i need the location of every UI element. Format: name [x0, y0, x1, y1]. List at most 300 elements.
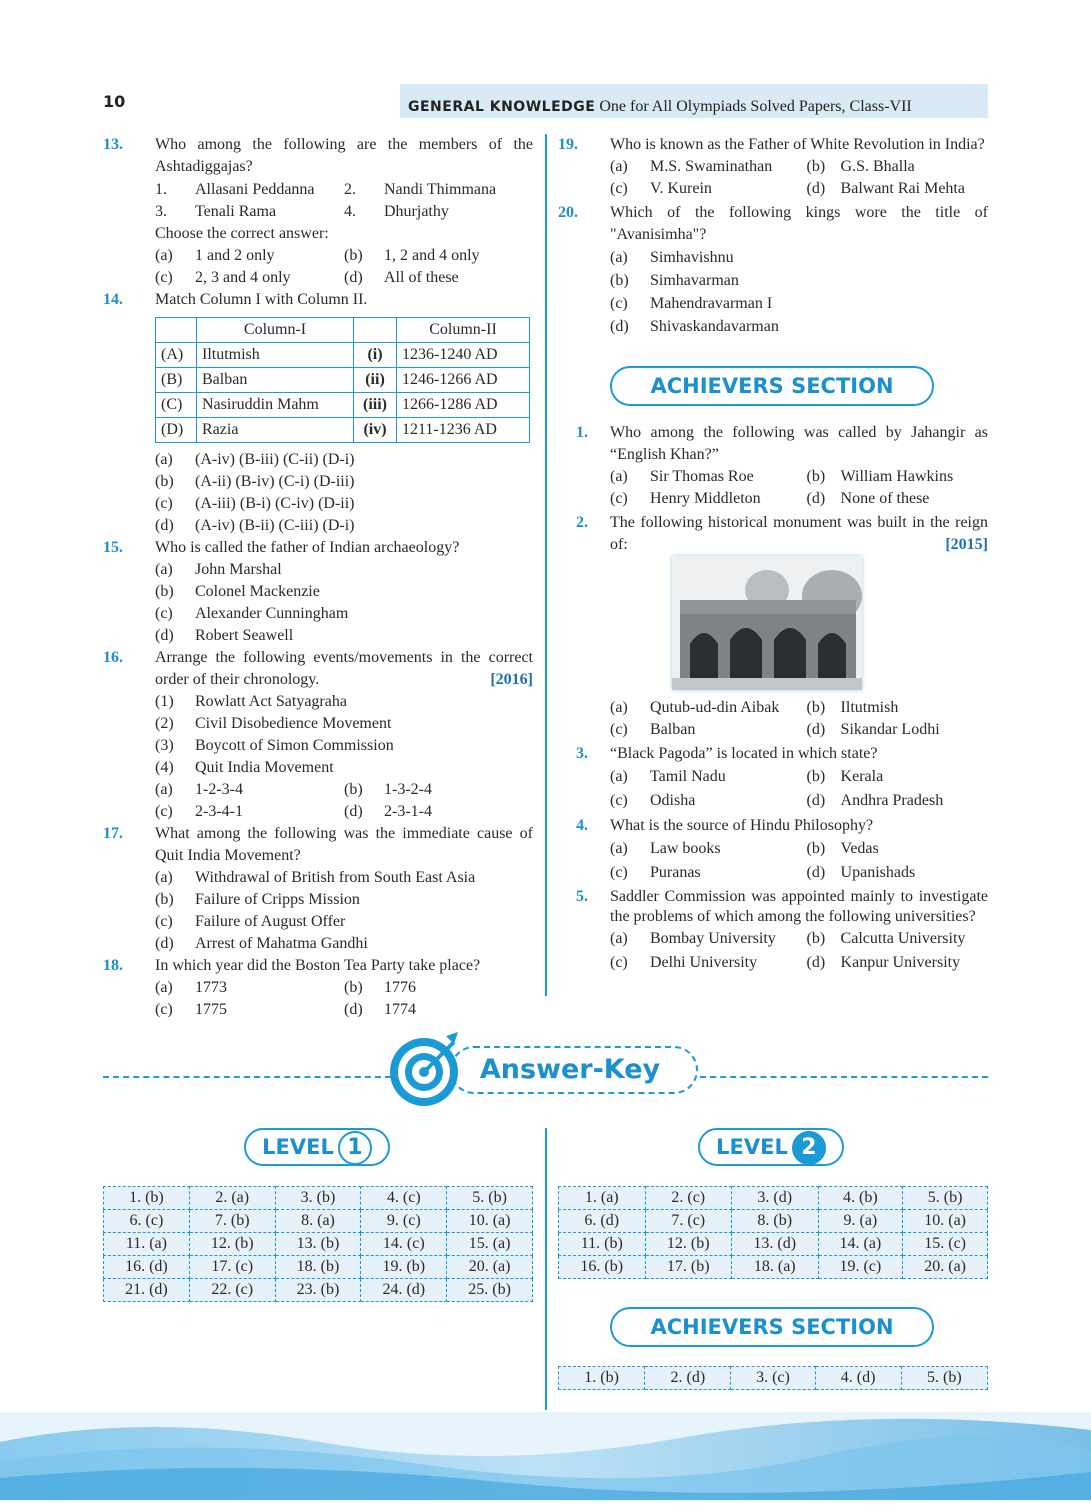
- answer-key-rule-left: [103, 1076, 391, 1078]
- question-text: What among the following was the immediate cause of Quit India Movement?: [155, 825, 533, 864]
- option-text: Henry Middleton: [650, 490, 761, 507]
- option-label: (d): [344, 803, 363, 820]
- option-row: [558, 246, 988, 269]
- option-row: [558, 697, 988, 719]
- question-19: [558, 134, 988, 156]
- question-number: 3.: [576, 745, 588, 762]
- answer-cell: 1. (b): [559, 1367, 645, 1390]
- option-label: (c): [155, 495, 173, 512]
- table-cell: Iltutmish: [197, 343, 354, 368]
- answer-cell: 9. (c): [361, 1210, 447, 1233]
- instruction-text: Choose the correct answer:: [155, 225, 329, 242]
- answer-cell: 18. (a): [732, 1256, 819, 1279]
- answer-cell: 12. (b): [189, 1233, 275, 1256]
- answer-cell: 20. (a): [447, 1256, 533, 1279]
- option-text: John Marshal: [195, 561, 282, 578]
- option-label: (c): [610, 954, 628, 971]
- option-text: G.S. Bhalla: [840, 158, 915, 175]
- year-tag: [2016]: [490, 671, 533, 688]
- answer-cell: 25. (b): [447, 1279, 533, 1302]
- option-label: (b): [344, 979, 363, 996]
- table-row: [104, 1279, 533, 1302]
- option-text: M.S. Swaminathan: [650, 158, 773, 175]
- achievers-section-title: ACHIEVERS SECTION: [610, 366, 934, 406]
- option-text: Simhavarman: [650, 272, 739, 289]
- answer-cell: 14. (c): [361, 1233, 447, 1256]
- option-label: (a): [610, 249, 628, 266]
- option-row: [558, 292, 988, 315]
- table-cell: (B): [156, 368, 197, 393]
- option-text: Iltutmish: [840, 699, 899, 716]
- option-text: Alexander Cunningham: [195, 605, 349, 622]
- statement-text: Rowlatt Act Satyagraha: [195, 693, 347, 710]
- statement-text: Boycott of Simon Commission: [195, 737, 394, 754]
- option-text: 1-3-2-4: [384, 781, 432, 798]
- question-text-body: Arrange the following events/movements in the correct order of their chronology.: [155, 649, 533, 688]
- question-20: [558, 202, 988, 246]
- answer-cell: 8. (a): [275, 1210, 361, 1233]
- option-text: Kanpur University: [840, 954, 961, 971]
- achievers-question-2: [558, 512, 988, 556]
- option-row: [103, 515, 533, 537]
- option-text: Robert Seawell: [195, 627, 294, 644]
- answer-cell: 13. (b): [275, 1233, 361, 1256]
- option-label: (c): [610, 721, 628, 738]
- option-text: V. Kurein: [650, 180, 712, 197]
- statement-row: [103, 179, 533, 201]
- achievers-question-4: [558, 815, 988, 837]
- question-text: Match Column I with Column II.: [155, 291, 368, 308]
- table-row: [559, 1256, 988, 1279]
- option-row: [103, 889, 533, 911]
- statement-text: Tenali Rama: [195, 203, 277, 220]
- question-15: [103, 537, 533, 559]
- level-1-number: 1: [338, 1131, 372, 1165]
- level-2-pill: [698, 1128, 844, 1166]
- option-text: Arrest of Mahatma Gandhi: [195, 935, 368, 952]
- answer-key-title: Answer-Key: [479, 1054, 661, 1085]
- option-label: (a): [155, 869, 173, 886]
- option-label: (d): [344, 1001, 363, 1018]
- option-label: (d): [806, 490, 826, 507]
- answer-cell: 7. (c): [645, 1210, 732, 1233]
- option-text: 1774: [384, 1001, 416, 1018]
- statement-text: Nandi Thimmana: [384, 181, 497, 198]
- level-1-answer-table: [103, 1186, 533, 1302]
- question-number: 1.: [576, 424, 588, 441]
- answer-cell: 3. (d): [732, 1187, 819, 1210]
- statement-text: Allasani Peddanna: [195, 181, 315, 198]
- answer-cell: 19. (c): [818, 1256, 903, 1279]
- answer-cell: 5. (b): [447, 1187, 533, 1210]
- question-number: 19.: [558, 136, 578, 153]
- question-text: [610, 512, 988, 556]
- table-cell: 1236-1240 AD: [397, 343, 530, 368]
- answer-cell: 21. (d): [104, 1279, 190, 1302]
- option-label: (a): [610, 840, 628, 857]
- table-row: [104, 1210, 533, 1233]
- achievers-questions-cont: [558, 697, 988, 975]
- option-label: (a): [155, 979, 173, 996]
- table-cell: (i): [354, 343, 397, 368]
- option-label: (b): [806, 158, 826, 175]
- option-row: [103, 493, 533, 515]
- option-row: [558, 156, 988, 178]
- question-number: 14.: [103, 291, 123, 308]
- question-text: Saddler Commission was appointed mainly to investigate the problems of which among the following universities?: [610, 888, 988, 925]
- option-text: 1 and 2 only: [195, 247, 275, 264]
- answer-cell: 20. (a): [903, 1256, 988, 1279]
- option-label: (d): [806, 792, 826, 809]
- option-text: Odisha: [650, 792, 696, 809]
- question-number: 5.: [576, 888, 588, 905]
- question-16: [103, 647, 533, 691]
- question-number: 13.: [103, 136, 123, 153]
- option-label: (b): [806, 930, 826, 947]
- answer-cell: 18. (b): [275, 1256, 361, 1279]
- option-row: [558, 488, 988, 510]
- option-text: Withdrawal of British from South East Asia: [195, 869, 476, 886]
- option-label: (c): [155, 803, 173, 820]
- table-cell: 1211-1236 AD: [397, 418, 530, 443]
- table-row: [559, 1367, 988, 1390]
- option-row: [103, 267, 533, 289]
- header-title: [408, 98, 912, 116]
- answer-cell: 11. (a): [104, 1233, 190, 1256]
- answer-cell: 10. (a): [447, 1210, 533, 1233]
- option-label: (c): [155, 269, 173, 286]
- answer-cell: 22. (c): [189, 1279, 275, 1302]
- option-row: [103, 999, 533, 1021]
- level-1-label: LEVEL: [262, 1135, 334, 1159]
- option-row: [558, 466, 988, 488]
- table-cell: Razia: [197, 418, 354, 443]
- table-row: [156, 393, 530, 418]
- option-text: 1776: [384, 979, 416, 996]
- option-text: Kerala: [840, 768, 884, 785]
- table-row: [156, 418, 530, 443]
- statement-num: 1.: [155, 181, 167, 198]
- statement-num: (2): [155, 715, 174, 732]
- option-text: 1, 2 and 4 only: [384, 247, 480, 264]
- option-label: (c): [610, 864, 628, 881]
- column-2-header: Column-II: [397, 318, 530, 343]
- option-text: None of these: [840, 490, 930, 507]
- option-label: (d): [806, 864, 826, 881]
- statement-text: Quit India Movement: [195, 759, 334, 776]
- question-18: [103, 955, 533, 977]
- option-row: [103, 911, 533, 933]
- statement-row: [103, 691, 533, 713]
- question-text: “Black Pagoda” is located in which state?: [610, 745, 878, 762]
- question-number: 16.: [103, 649, 123, 666]
- option-label: (b): [806, 699, 826, 716]
- option-text: (A-iv) (B-iii) (C-ii) (D-i): [195, 451, 355, 468]
- option-text: Failure of Cripps Mission: [195, 891, 360, 908]
- answer-cell: 2. (d): [645, 1367, 731, 1390]
- option-label: (d): [155, 627, 174, 644]
- achievers-question-1: [558, 422, 988, 466]
- option-text: Balban: [650, 721, 696, 738]
- answer-cell: 10. (a): [903, 1210, 988, 1233]
- option-label: (a): [155, 781, 173, 798]
- answer-cell: 14. (a): [818, 1233, 903, 1256]
- answer-cell: 19. (b): [361, 1256, 447, 1279]
- option-row: [558, 927, 988, 951]
- option-text: 2-3-4-1: [195, 803, 243, 820]
- level-2-label: LEVEL: [716, 1135, 788, 1159]
- statement-row: [103, 757, 533, 779]
- answer-cell: 15. (a): [447, 1233, 533, 1256]
- option-label: (a): [610, 158, 628, 175]
- option-label: (b): [806, 768, 826, 785]
- option-label: (b): [610, 272, 629, 289]
- option-row: [103, 449, 533, 471]
- right-column: [558, 134, 988, 338]
- table-cell: (C): [156, 393, 197, 418]
- option-text: Delhi University: [650, 954, 758, 971]
- option-text: Qutub-ud-din Aibak: [650, 699, 780, 716]
- option-label: (c): [155, 913, 173, 930]
- option-text: 2-3-1-4: [384, 803, 432, 820]
- option-row: [103, 779, 533, 801]
- answer-cell: 9. (a): [818, 1210, 903, 1233]
- option-label: (d): [806, 721, 826, 738]
- option-text: Calcutta University: [840, 930, 966, 947]
- option-label: (c): [155, 605, 173, 622]
- option-row: [103, 581, 533, 603]
- answer-cell: 8. (b): [732, 1210, 819, 1233]
- option-text: Puranas: [650, 864, 701, 881]
- option-label: (d): [344, 269, 363, 286]
- option-row: [103, 625, 533, 647]
- option-text: 1773: [195, 979, 227, 996]
- question-text: What is the source of Hindu Philosophy?: [610, 817, 874, 834]
- option-label: (a): [155, 247, 173, 264]
- statement-row: [103, 735, 533, 757]
- question-14: [103, 289, 533, 311]
- option-row: [103, 559, 533, 581]
- answer-cell: 24. (d): [361, 1279, 447, 1302]
- option-label: (d): [806, 954, 826, 971]
- table-row: [104, 1233, 533, 1256]
- question-17: [103, 823, 533, 867]
- header-book-title: One for All Olympiads Solved Papers, Class-VII: [599, 98, 912, 115]
- statement-text: Dhurjathy: [384, 203, 449, 220]
- table-cell: (iii): [354, 393, 397, 418]
- question-text: In which year did the Boston Tea Party take place?: [155, 957, 481, 974]
- option-row: [558, 315, 988, 338]
- option-label: (d): [610, 318, 629, 335]
- match-table: [155, 317, 530, 443]
- option-row: [558, 951, 988, 975]
- level-1-pill: [244, 1128, 390, 1166]
- answer-cell: 15. (c): [903, 1233, 988, 1256]
- statement-num: (1): [155, 693, 174, 710]
- match-table-header: [156, 318, 530, 343]
- option-label: (d): [155, 935, 174, 952]
- achievers-answer-title: ACHIEVERS SECTION: [610, 1307, 934, 1347]
- table-cell: 1266-1286 AD: [397, 393, 530, 418]
- option-text: Vedas: [840, 840, 879, 857]
- option-row: [103, 977, 533, 999]
- target-icon: [386, 1030, 466, 1110]
- table-cell: (A): [156, 343, 197, 368]
- option-text: Balwant Rai Mehta: [840, 180, 965, 197]
- answer-cell: 16. (d): [104, 1256, 190, 1279]
- answer-cell: 6. (c): [104, 1210, 190, 1233]
- statement-row: [103, 201, 533, 223]
- column-divider: [545, 134, 547, 996]
- option-row: [103, 801, 533, 823]
- option-label: (b): [155, 473, 174, 490]
- option-label: (b): [806, 840, 826, 857]
- option-row: [103, 933, 533, 955]
- option-text: William Hawkins: [840, 468, 954, 485]
- option-label: (b): [806, 468, 826, 485]
- statement-num: 3.: [155, 203, 167, 220]
- footer-wave-decoration: [0, 1412, 1091, 1500]
- option-row: [103, 471, 533, 493]
- table-row: [559, 1187, 988, 1210]
- column-1-header: Column-I: [197, 318, 354, 343]
- option-text: 1775: [195, 1001, 227, 1018]
- option-label: (b): [344, 781, 363, 798]
- option-label: (b): [344, 247, 363, 264]
- question-number: 20.: [558, 204, 578, 221]
- option-text: Mahendravarman I: [650, 295, 773, 312]
- answer-cell: 4. (d): [815, 1367, 901, 1390]
- level-2-number: 2: [792, 1131, 826, 1165]
- table-row: [559, 1233, 988, 1256]
- option-row: [558, 765, 988, 789]
- statement-num: (4): [155, 759, 174, 776]
- answer-cell: 7. (b): [189, 1210, 275, 1233]
- option-row: [558, 837, 988, 861]
- monument-photo: [672, 556, 862, 690]
- achievers-question-3: [558, 743, 988, 765]
- option-text: Andhra Pradesh: [840, 792, 944, 809]
- option-label: (a): [610, 699, 628, 716]
- year-tag: [2015]: [945, 536, 988, 553]
- answer-cell: 3. (c): [731, 1367, 815, 1390]
- answer-cell: 3. (b): [275, 1187, 361, 1210]
- answer-key-rule-right: [700, 1076, 988, 1078]
- option-row: [558, 269, 988, 292]
- question-text: Which of the following kings wore the title of "Avanisimha"?: [610, 204, 988, 243]
- question-text: Who among the following are the members of the Ashtadiggajas?: [155, 136, 533, 175]
- table-row: [156, 343, 530, 368]
- option-row: [103, 245, 533, 267]
- option-label: (a): [155, 451, 173, 468]
- question-text: [155, 647, 533, 691]
- table-cell: (D): [156, 418, 197, 443]
- option-label: (a): [610, 768, 628, 785]
- table-cell: (ii): [354, 368, 397, 393]
- question-number: 17.: [103, 825, 123, 842]
- question-text-body: The following historical monument was built in the reign of:: [610, 514, 988, 553]
- table-cell: (iv): [354, 418, 397, 443]
- question-number: 2.: [576, 514, 588, 531]
- answer-cell: 5. (b): [901, 1367, 987, 1390]
- answer-cell: 1. (b): [104, 1187, 190, 1210]
- table-row: [104, 1256, 533, 1279]
- option-row: [103, 603, 533, 625]
- statement-text: Civil Disobedience Movement: [195, 715, 392, 732]
- left-column: [103, 134, 533, 1021]
- option-text: All of these: [384, 269, 459, 286]
- option-text: Sikandar Lodhi: [840, 721, 940, 738]
- option-label: (b): [155, 891, 174, 908]
- option-text: Sir Thomas Roe: [650, 468, 754, 485]
- question-13: [103, 134, 533, 178]
- option-row: [558, 719, 988, 741]
- answer-cell: 6. (d): [559, 1210, 646, 1233]
- achievers-answer-table: [558, 1366, 988, 1390]
- option-label: (a): [610, 468, 628, 485]
- answer-cell: 11. (b): [559, 1233, 646, 1256]
- answer-cell: 12. (b): [645, 1233, 732, 1256]
- option-text: Simhavishnu: [650, 249, 734, 266]
- option-text: Failure of August Offer: [195, 913, 346, 930]
- option-label: (c): [155, 1001, 173, 1018]
- table-row: [156, 368, 530, 393]
- option-text: (A-iii) (B-i) (C-iv) (D-ii): [195, 495, 355, 512]
- option-text: 2, 3 and 4 only: [195, 269, 291, 286]
- option-label: (c): [610, 792, 628, 809]
- statement-num: 4.: [344, 203, 356, 220]
- answer-cell: 4. (b): [818, 1187, 903, 1210]
- table-cell: 1246-1266 AD: [397, 368, 530, 393]
- question-number: 18.: [103, 957, 123, 974]
- option-label: (c): [610, 180, 628, 197]
- answer-cell: 13. (d): [732, 1233, 819, 1256]
- page-number: 10: [103, 92, 126, 111]
- question-number: 4.: [576, 817, 588, 834]
- level-2-answer-table: [558, 1186, 988, 1279]
- option-text: Colonel Mackenzie: [195, 583, 320, 600]
- table-row: [559, 1210, 988, 1233]
- option-label: (b): [155, 583, 174, 600]
- answer-cell: 4. (c): [361, 1187, 447, 1210]
- option-row: [103, 867, 533, 889]
- answer-cell: 1. (a): [559, 1187, 646, 1210]
- table-cell: Balban: [197, 368, 354, 393]
- option-row: [558, 178, 988, 200]
- option-label: (d): [806, 180, 826, 197]
- option-row: [558, 789, 988, 813]
- answer-cell: 2. (c): [645, 1187, 732, 1210]
- statement-num: (3): [155, 737, 174, 754]
- answer-cell: 17. (b): [645, 1256, 732, 1279]
- option-text: (A-ii) (B-iv) (C-i) (D-iii): [195, 473, 355, 490]
- option-text: Bombay University: [650, 930, 776, 947]
- answer-key-divider: [545, 1128, 547, 1410]
- option-text: Law books: [650, 840, 721, 857]
- achievers-questions: [558, 422, 988, 556]
- option-label: (a): [610, 930, 628, 947]
- option-label: (c): [610, 490, 628, 507]
- answer-cell: 17. (c): [189, 1256, 275, 1279]
- option-label: (d): [155, 517, 174, 534]
- option-text: Shivaskandavarman: [650, 318, 779, 335]
- option-text: Upanishads: [840, 864, 916, 881]
- option-row: [558, 861, 988, 885]
- option-text: (A-iv) (B-ii) (C-iii) (D-i): [195, 517, 355, 534]
- answer-cell: 2. (a): [189, 1187, 275, 1210]
- answer-cell: 16. (b): [559, 1256, 646, 1279]
- question-number: 15.: [103, 539, 123, 556]
